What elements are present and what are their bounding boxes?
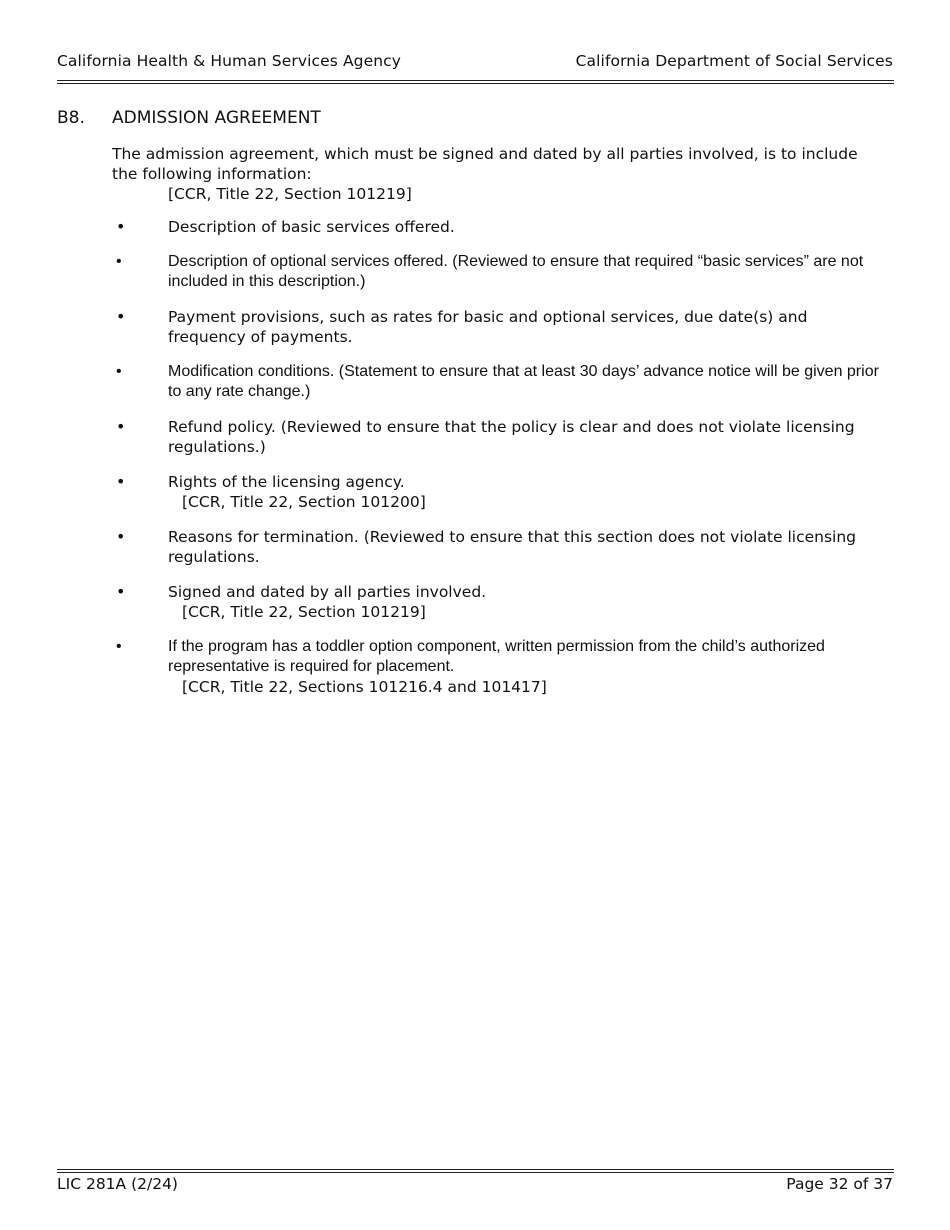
agency-name: California Health & Human Services Agency: [57, 52, 402, 70]
department-name: California Department of Social Services: [575, 52, 893, 70]
item-citation: [CCR, Title 22, Section 101219]: [182, 603, 426, 621]
item-text: Payment provisions, such as rates for basic and optional services, due date(s) and frequency of payments.: [168, 308, 808, 346]
list-item: [112, 217, 890, 237]
item-text: Description of basic services offered.: [168, 218, 455, 236]
list-item: [112, 252, 890, 292]
intro-text: The admission agreement, which must be signed and dated by all parties involved, is to include the following information:: [112, 145, 858, 183]
item-citation: [CCR, Title 22, Sections 101216.4 and 101417]: [182, 678, 547, 696]
bullet-icon: •: [116, 417, 126, 436]
page-header: [57, 52, 893, 70]
item-text: Refund policy. (Reviewed to ensure that the policy is clear and does not violate licensing regulations.): [168, 418, 855, 456]
item-text: Rights of the licensing agency.: [168, 473, 405, 491]
list-item: [112, 307, 890, 347]
form-number: LIC 281A (2/24): [57, 1175, 178, 1193]
item-text: Modification conditions. (Statement to ensure that at least 30 days’ advance notice will be given prior to any rate change.): [168, 363, 879, 400]
list-item: [112, 472, 890, 512]
list-item: [112, 527, 890, 567]
intro-citation: [CCR, Title 22, Section 101219]: [168, 185, 412, 203]
bullet-icon: •: [116, 472, 126, 491]
bullet-icon: •: [116, 307, 126, 326]
list-item: [112, 582, 890, 622]
page-footer: [57, 1175, 893, 1193]
item-text: If the program has a toddler option component, written permission from the child’s authorized representative is required for placement.: [168, 638, 825, 675]
footer-divider: [57, 1169, 894, 1173]
list-item: [112, 417, 890, 457]
list-item: [112, 637, 890, 697]
section-number: B8.: [57, 108, 85, 128]
intro-paragraph: [112, 144, 882, 204]
bullet-icon: •: [116, 217, 126, 236]
bullet-icon: •: [116, 253, 122, 270]
header-divider: [57, 80, 894, 84]
bullet-icon: •: [116, 638, 122, 655]
section-title: ADMISSION AGREEMENT: [112, 108, 321, 128]
requirements-list: [112, 217, 890, 712]
bullet-icon: •: [116, 363, 122, 380]
section-heading: [57, 108, 321, 128]
item-citation: [CCR, Title 22, Section 101200]: [182, 493, 426, 511]
page-number: Page 32 of 37: [786, 1175, 893, 1193]
bullet-icon: •: [116, 527, 126, 546]
item-text: Description of optional services offered. (Reviewed to ensure that required “basic services” are not included in this description.): [168, 253, 864, 290]
item-text: Signed and dated by all parties involved.: [168, 583, 487, 601]
bullet-icon: •: [116, 582, 126, 601]
list-item: [112, 362, 890, 402]
item-text: Reasons for termination. (Reviewed to ensure that this section does not violate licensing regulations.: [168, 528, 856, 566]
